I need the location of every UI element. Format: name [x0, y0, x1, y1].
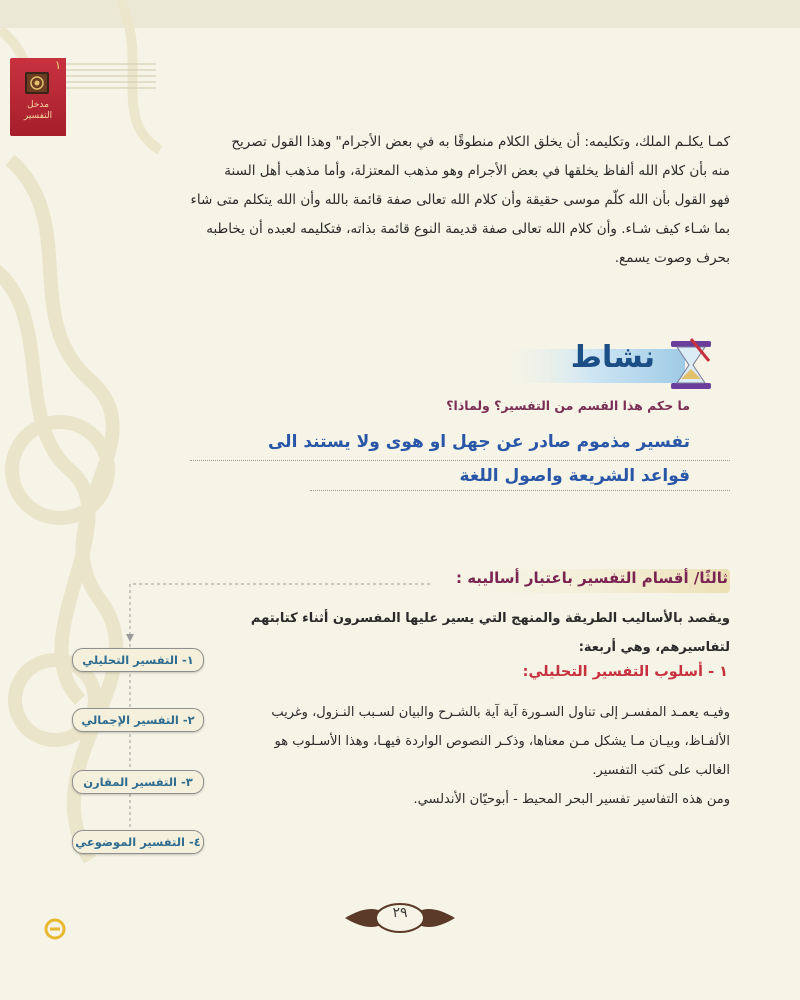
publisher-logo-icon — [44, 918, 66, 940]
body-line: الغالب على كتب التفسير. — [592, 763, 730, 778]
paragraph-line: فهو القول بأن الله كلّم موسى حقيقة وأن كلام الله تعالى صفة قائمة بالله وأن الله يتكلم متى شاء — [190, 192, 730, 208]
book-icon — [22, 68, 52, 98]
list-item: ١- التفسير التحليلي — [72, 648, 204, 672]
body-line: لتفاسيرهم، وهي أربعة: — [578, 640, 730, 655]
paragraph-line: منه بأن كلام الله ألفاظ يخلقها في بعض الأجرام وهو مذهب المعتزلة، وأما مذهب أهل السنة — [224, 163, 730, 179]
answer-text-line: تفسير مذموم صادر عن جهل او هوى ولا يستند الى — [267, 432, 690, 452]
list-item: ٣- التفسير المقارن — [72, 770, 204, 794]
activity-question: ما حكم هذا القسم من التفسير؟ ولماذا؟ — [446, 398, 690, 413]
chapter-number: ١ — [54, 58, 62, 72]
chapter-label: مدخل التفسير — [23, 100, 53, 121]
list-item: ٢- التفسير الإجمالي — [72, 708, 204, 732]
body-line: ويقصد بالأساليب الطريقة والمنهج التي يسير عليها المفسرون أثناء كتابتهم — [250, 611, 730, 626]
paragraph-line: كمـا يكلـم الملك، وتكليمه: أن يخلق الكلام منطوقًا به في بعض الأجرام" وهذا القول تصريح — [231, 134, 730, 150]
body-line: الألفـاظ، وبيـان مـا يشكل مـن معناها، وذكـر النصوص الواردة فيهـا، وهذا الأسـلوب هو — [274, 734, 730, 749]
paragraph-line: بحرف وصوت يسمع. — [614, 250, 730, 266]
paragraph-line: بما شـاء كيف شـاء. وأن كلام الله تعالى صفة قديمة النوع قائمة بذاته، فتكليمه لعبده أن يخاطبه — [206, 221, 730, 237]
list-item: ٤- التفسير الموضوعي — [72, 830, 204, 854]
header-lines — [66, 58, 156, 98]
body-line: ومن هذه التفاسير تفسير البحر المحيط - أبوحيّان الأندلسي. — [413, 792, 730, 807]
intro-paragraph — [100, 128, 730, 273]
sub-heading: ١ - أسلوب التفسير التحليلي: — [522, 664, 728, 680]
answer-dotted-line — [190, 460, 730, 461]
body-line: وفيـه يعمـد المفسـر إلى تناول السـورة آية آية بالشـرح والبيان لسـبب النـزول، وغريب — [271, 705, 730, 720]
activity-title: نشاط — [570, 340, 655, 375]
answer-text-line: قواعد الشريعة واصول اللغة — [459, 466, 690, 486]
page-number: ٢٩ — [392, 905, 408, 921]
answer-dotted-line — [310, 490, 730, 491]
section-title: ثالثًا/ أقسام التفسير باعتبار أساليبه : — [455, 569, 728, 587]
